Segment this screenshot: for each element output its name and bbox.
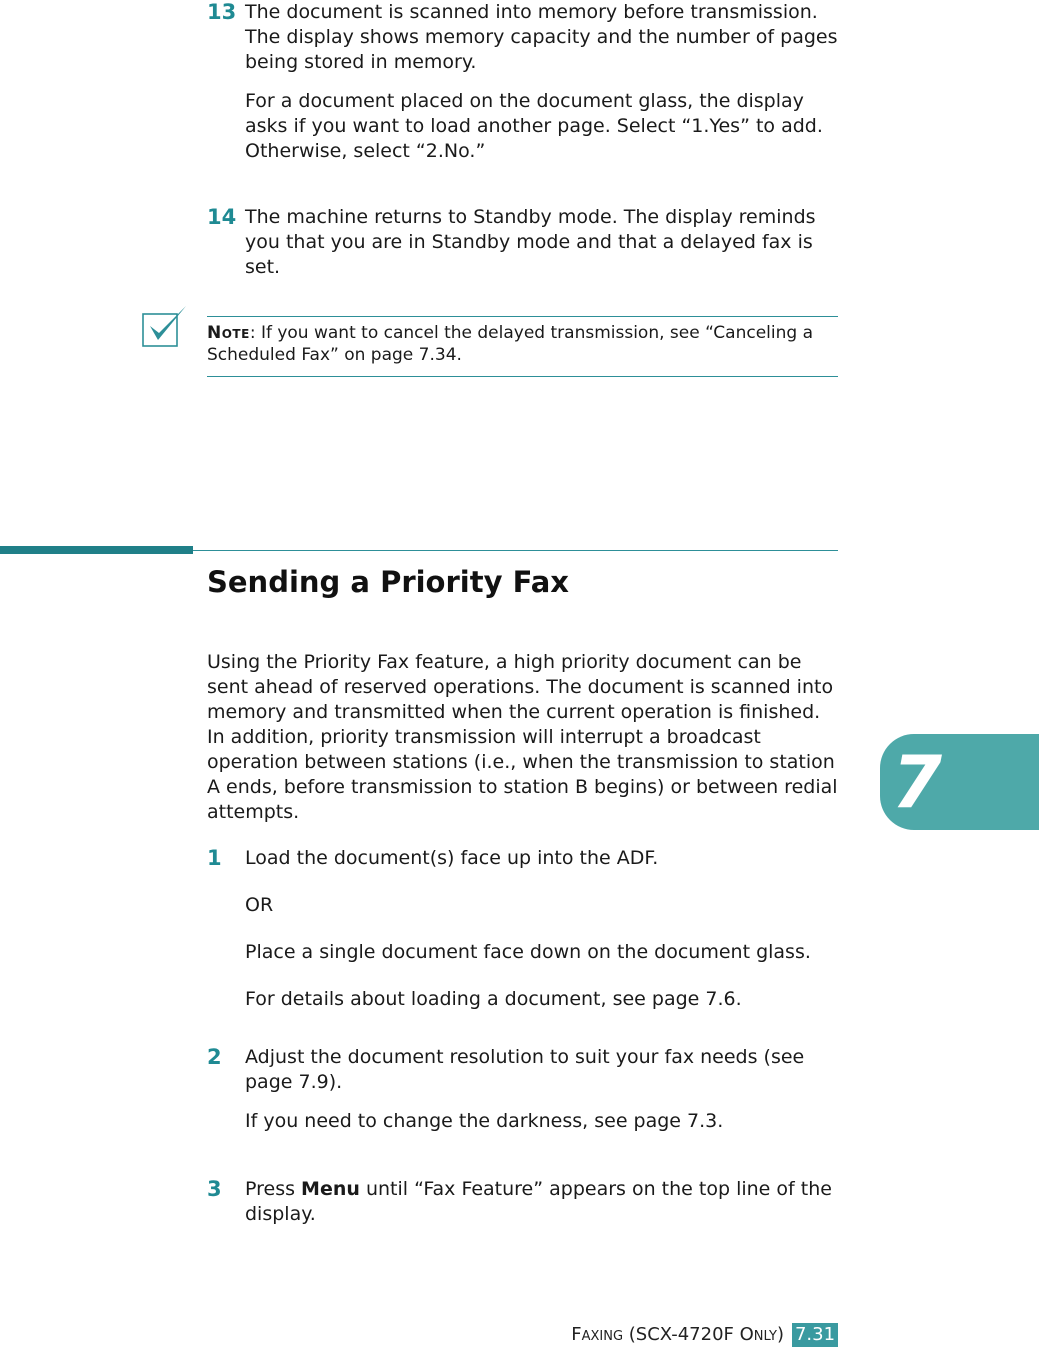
note-label: Note (207, 323, 250, 343)
note-top-rule (207, 316, 838, 317)
step-paragraph: Place a single document face down on the document glass. (245, 941, 811, 963)
section-intro: Using the Priority Fax feature, a high priority document can be sent ahead of reserved operations. The document is scanned into memory and transmitted when the current operation is finished. In addition, priority transmission will interrupt a broadcast operation between stations (i.e., when the transmission to station A ends, before transmission to station B begins) or between redial attempts. (207, 651, 838, 823)
page-number: 7.31 (792, 1323, 838, 1347)
step-paragraph: Adjust the document resolution to suit your fax needs (see page 7.9). (245, 1046, 805, 1093)
step-rest-text: until “Fax Feature” appears on the top line of the display. (245, 1178, 832, 1225)
section-title: Sending a Priority Fax (207, 565, 569, 599)
step-paragraph (245, 1177, 840, 1227)
section-rule (193, 550, 838, 551)
footer-label (0, 1323, 784, 1347)
step-paragraph: For a document placed on the document glass, the display asks if you want to load another page. Select “1.Yes” to add. Otherwise, select “2.No.” (245, 90, 823, 162)
note-bottom-rule (207, 376, 838, 377)
step-paragraph: If you need to change the darkness, see page 7.3. (245, 1110, 724, 1132)
step-number: 2 (207, 1045, 222, 1069)
step-paragraph: Load the document(s) face up into the ADF. (245, 847, 659, 869)
step-paragraph: The document is scanned into memory before transmission. The display shows memory capacity and the number of pages being stored in memory. (245, 1, 838, 73)
checkmark-icon (140, 304, 190, 348)
note (207, 322, 838, 366)
step-number: 3 (207, 1177, 222, 1201)
step-paragraph: The machine returns to Standby mode. The display reminds you that you are in Standby mode and that a delayed fax is set. (245, 206, 816, 278)
footer-label-axing: axing (581, 1324, 624, 1345)
step-paragraph: OR (245, 894, 274, 916)
chapter-number: 7 (892, 740, 943, 824)
step-number: 14 (207, 205, 237, 229)
press-text: Press (245, 1178, 302, 1200)
step-number: 1 (207, 846, 222, 870)
step-paragraph: For details about loading a document, see page 7.6. (245, 988, 742, 1010)
footer-label-f: F (571, 1324, 582, 1345)
footer-label-close: ) (776, 1324, 784, 1345)
footer-label-model: (SCX-4720F O (623, 1324, 754, 1345)
note-text: : If you want to cancel the delayed transmission, see “Canceling a Scheduled Fax” on page 7.34. (207, 323, 813, 365)
menu-key: Menu (301, 1178, 360, 1200)
footer-label-nly: nly (753, 1324, 777, 1345)
step-number: 13 (207, 0, 237, 24)
section-accent-bar (0, 546, 193, 554)
